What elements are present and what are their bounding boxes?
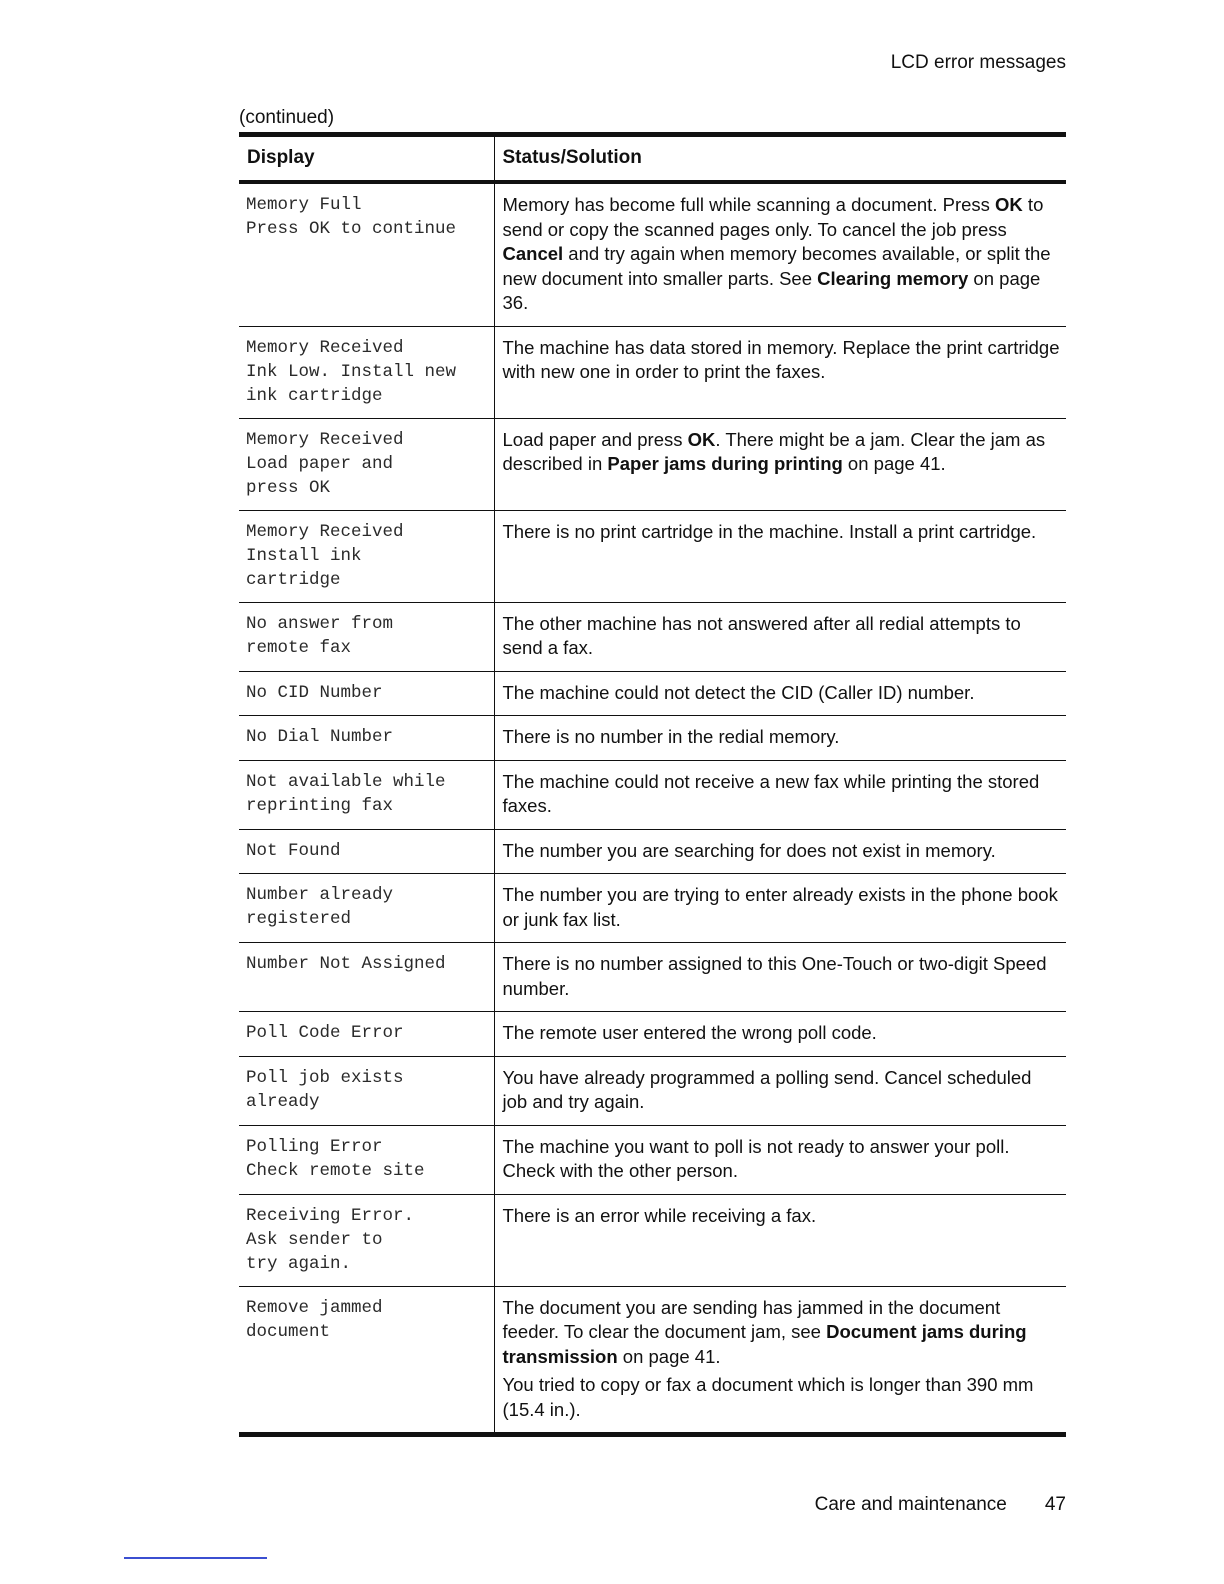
column-header-status-solution: Status/Solution <box>494 135 1066 183</box>
status-text: There is no number in the redial memory. <box>502 726 840 747</box>
bold-reference-text: Cancel <box>502 243 564 264</box>
link-underline <box>124 1557 267 1559</box>
status-paragraph <box>503 1021 1061 1046</box>
status-paragraph <box>503 428 1061 477</box>
lcd-display-cell <box>239 1056 494 1125</box>
table-row <box>239 1194 1066 1286</box>
lcd-display-line: press OK <box>246 477 331 498</box>
status-text: The machine has data stored in memory. Replace the print cartridge with new one in order to print the faxes. <box>502 336 1060 382</box>
lcd-display-line: No answer from <box>246 613 394 634</box>
column-header-display: Display <box>247 147 315 168</box>
bold-reference-text: OK <box>687 428 716 450</box>
status-text: to send or copy the scanned pages only. To cancel the job press <box>502 194 1044 240</box>
status-text: The remote user entered the wrong poll code. <box>502 1022 877 1043</box>
status-paragraph <box>503 193 1061 316</box>
status-text: and try again when memory becomes available, or split the new document into smaller parts. See <box>502 243 1051 289</box>
status-text: There is an error while receiving a fax. <box>502 1204 817 1226</box>
status-solution-cell <box>494 874 1066 943</box>
lcd-display-line: reprinting fax <box>246 795 394 816</box>
lcd-display-cell <box>239 671 494 716</box>
status-paragraph <box>503 883 1061 932</box>
lcd-display-line: Memory Received <box>246 337 404 358</box>
status-paragraph <box>503 839 1061 864</box>
status-text: There is no print cartridge in the machine. Install a print cartridge. <box>502 520 1037 542</box>
status-solution-cell <box>494 418 1066 510</box>
status-solution-cell <box>494 1012 1066 1057</box>
lcd-display-line: Ink Low. Install new <box>246 361 457 382</box>
status-text: There is no number assigned to this One-Touch or two-digit Speed number. <box>502 953 1047 999</box>
lcd-display-cell <box>239 182 494 326</box>
status-text: Memory has become full while scanning a document. Press <box>502 194 996 215</box>
status-text: Load paper and press <box>502 428 688 450</box>
lcd-display-line: Not Found <box>246 840 341 861</box>
table-row <box>239 1286 1066 1435</box>
lcd-display-cell <box>239 716 494 761</box>
lcd-display-line: Poll job exists <box>246 1067 404 1088</box>
status-solution-cell <box>494 943 1066 1012</box>
status-solution-cell <box>494 671 1066 716</box>
status-solution-cell <box>494 1125 1066 1194</box>
continued-label: (continued) <box>239 107 335 128</box>
status-paragraph <box>503 612 1061 661</box>
status-text: The number you are trying to enter already exists in the phone book or junk fax list. <box>502 884 1058 930</box>
status-text: The machine you want to poll is not ready to answer your poll. Check with the other person. <box>502 1135 1010 1181</box>
status-paragraph <box>503 1204 1061 1229</box>
status-text: on page 36. <box>502 267 1041 313</box>
table-row <box>239 510 1066 602</box>
lcd-display-cell <box>239 602 494 671</box>
table-row <box>239 716 1066 761</box>
status-solution-cell <box>494 510 1066 602</box>
table-row <box>239 1125 1066 1194</box>
status-text: The other machine has not answered after all redial attempts to send a fax. <box>502 612 1021 658</box>
lcd-display-line: No Dial Number <box>246 727 394 747</box>
page-footer <box>815 1494 1066 1516</box>
status-paragraph <box>503 336 1061 385</box>
lcd-display-cell <box>239 418 494 510</box>
lcd-display-line: Poll Code Error <box>246 1023 404 1043</box>
status-paragraph <box>503 1135 1061 1184</box>
status-paragraph <box>503 520 1061 545</box>
lcd-display-line: cartridge <box>246 569 341 590</box>
status-solution-cell <box>494 716 1066 761</box>
lcd-display-line: Receiving Error. <box>246 1205 415 1226</box>
table-row <box>239 418 1066 510</box>
lcd-display-line: Load paper and <box>246 453 394 474</box>
lcd-display-cell <box>239 1286 494 1435</box>
lcd-display-cell <box>239 326 494 418</box>
lcd-display-line: Ask sender to <box>246 1229 383 1250</box>
bold-reference-text: OK <box>995 194 1023 215</box>
lcd-display-cell <box>239 829 494 874</box>
page-number: 47 <box>1044 1494 1066 1515</box>
lcd-display-cell <box>239 874 494 943</box>
lcd-display-line: Number already <box>246 885 394 905</box>
status-paragraph <box>503 1296 1061 1370</box>
lcd-display-line: ink cartridge <box>246 385 383 406</box>
status-solution-cell <box>494 1056 1066 1125</box>
table-row <box>239 1012 1066 1057</box>
lcd-display-line: Remove jammed <box>246 1297 383 1318</box>
lcd-display-cell <box>239 510 494 602</box>
status-text: on page 41. <box>617 1345 721 1367</box>
status-text: on page 41. <box>842 453 946 474</box>
status-text: The document you are sending has jammed in the document feeder. To clear the document jam, see <box>502 1296 1001 1342</box>
status-paragraph <box>503 770 1061 819</box>
table-row <box>239 671 1066 716</box>
lcd-display-line: Check remote site <box>246 1160 425 1181</box>
bold-reference-text: Clearing memory <box>817 267 969 289</box>
status-paragraph <box>503 1373 1061 1422</box>
lcd-display-line: Not available while <box>246 771 446 792</box>
table-row <box>239 829 1066 874</box>
status-paragraph <box>503 725 1061 750</box>
status-text: The number you are searching for does not exist in memory. <box>502 839 996 861</box>
table-row <box>239 326 1066 418</box>
lcd-display-line: remote fax <box>246 637 352 658</box>
footer-chapter-title: Care and maintenance <box>814 1494 1007 1515</box>
bold-reference-text: Document jams during transmission <box>502 1321 1027 1367</box>
status-solution-cell <box>494 602 1066 671</box>
table-row <box>239 1056 1066 1125</box>
lcd-display-line: document <box>246 1321 331 1342</box>
table-body <box>239 182 1066 1435</box>
table-header <box>239 135 1066 183</box>
status-text: You have already programmed a polling send. Cancel scheduled job and try again. <box>502 1066 1032 1112</box>
status-text: . There might be a jam. Clear the jam as described in <box>502 428 1046 474</box>
status-paragraph <box>503 952 1061 1001</box>
status-solution-cell <box>494 1286 1066 1435</box>
lcd-display-line: try again. <box>246 1253 352 1274</box>
lcd-display-line: Press OK to continue <box>246 219 457 239</box>
table-row <box>239 182 1066 326</box>
status-solution-cell <box>494 760 1066 829</box>
status-solution-cell <box>494 829 1066 874</box>
lcd-display-cell <box>239 1012 494 1057</box>
status-solution-cell <box>494 326 1066 418</box>
status-text: You tried to copy or fax a document which is longer than 390 mm (15.4 in.). <box>502 1374 1034 1420</box>
running-header: LCD error messages <box>890 52 1066 73</box>
lcd-error-table <box>239 132 1066 1437</box>
table-row <box>239 602 1066 671</box>
lcd-display-cell <box>239 760 494 829</box>
status-paragraph <box>503 681 1061 706</box>
lcd-display-line: Memory Received <box>246 521 404 542</box>
lcd-display-line: Memory Received <box>246 429 404 450</box>
status-solution-cell <box>494 182 1066 326</box>
table-row <box>239 760 1066 829</box>
lcd-display-line: No CID Number <box>246 682 383 703</box>
lcd-display-cell <box>239 1194 494 1286</box>
lcd-display-line: Memory Full <box>246 195 362 215</box>
lcd-display-line: Polling Error <box>246 1136 383 1157</box>
lcd-display-line: registered <box>246 909 352 929</box>
table-header-row <box>239 135 1066 183</box>
status-text: The machine could not detect the CID (Caller ID) number. <box>502 681 975 703</box>
bold-reference-text: Paper jams during printing <box>607 453 843 474</box>
lcd-display-line: Install ink <box>246 545 362 566</box>
lcd-display-cell <box>239 1125 494 1194</box>
status-paragraph <box>503 1066 1061 1115</box>
lcd-display-line: already <box>246 1091 320 1112</box>
table-row <box>239 943 1066 1012</box>
lcd-display-line: Number Not Assigned <box>246 954 446 974</box>
table-row <box>239 874 1066 943</box>
status-text: The machine could not receive a new fax while printing the stored faxes. <box>502 770 1040 816</box>
lcd-display-cell <box>239 943 494 1012</box>
status-solution-cell <box>494 1194 1066 1286</box>
